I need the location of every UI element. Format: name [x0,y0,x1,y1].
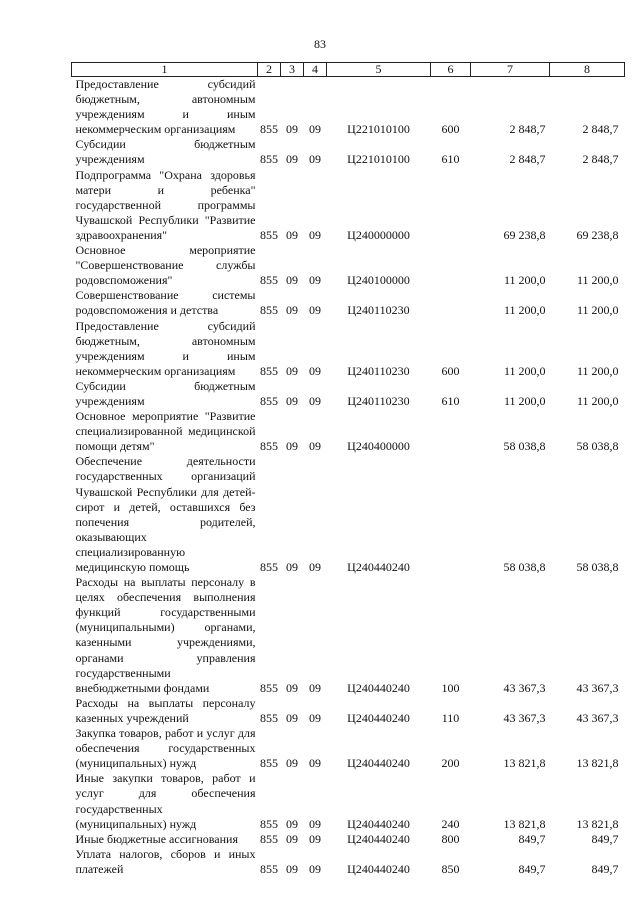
row-section-code: 09 [286,710,298,725]
table-row [72,696,625,726]
row-target-article: Ц240110230 [347,393,410,408]
table-row [72,137,625,167]
row-name: Иные бюджетные ассигнования [75,831,238,846]
row-target-article: Ц240440240 [347,680,410,695]
row-name: Расходы на выплаты персоналу казенных учреждений [75,695,256,725]
row-section-code: 09 [286,816,298,831]
row-amount-1: 11 200,0 [503,363,546,378]
row-section-code: 09 [286,831,298,846]
row-name: Обеспечение деятельности государственных организаций Чувашской Республики для детей-сирот и детей, оставшихся без попечения родителей, оказывающих специализированную медицинскую помощь [75,454,256,574]
row-amount-1: 13 821,8 [503,756,546,771]
header-col-3: 3 [281,63,304,77]
row-ministry-code: 855 [260,393,278,408]
row-subsection-code: 09 [309,710,321,725]
row-expense-type: 610 [441,393,460,408]
row-target-article: Ц240100000 [347,273,410,288]
row-ministry-code: 855 [260,816,278,831]
table-row [72,771,625,831]
header-col-6: 6 [431,63,471,77]
row-subsection-code: 09 [309,861,321,876]
row-amount-1: 69 238,8 [503,227,546,242]
row-amount-1: 849,7 [518,861,546,876]
row-target-article: Ц240110230 [347,363,410,378]
row-ministry-code: 855 [260,756,278,771]
row-ministry-code: 855 [260,439,278,454]
row-subsection-code: 09 [309,227,321,242]
row-target-article: Ц240000000 [347,227,410,242]
row-ministry-code: 855 [260,363,278,378]
table-row [72,77,625,138]
row-target-article: Ц240440240 [347,710,410,725]
row-target-article: Ц240440240 [347,831,410,846]
row-section-code: 09 [286,560,298,574]
row-ministry-code: 855 [260,152,278,167]
row-ministry-code: 855 [260,273,278,288]
row-subsection-code: 09 [309,273,321,288]
row-section-code: 09 [286,227,298,242]
header-row [72,63,625,77]
header-col-8: 8 [550,63,625,77]
row-target-article: Ц240440240 [347,861,410,876]
row-amount-2: 69 238,8 [576,227,619,242]
row-amount-2: 11 200,0 [576,393,619,408]
header-col-1: 1 [72,63,258,77]
row-target-article: Ц221010100 [347,122,410,137]
row-name: Уплата налогов, сборов и иных платежей [75,846,256,876]
page-number: 83 [314,37,326,51]
row-name: Субсидии бюджетным учреждениям [75,137,256,167]
row-amount-1: 2 848,7 [509,152,546,167]
row-expense-type: 850 [441,861,460,876]
row-section-code: 09 [286,363,298,378]
row-expense-type: 600 [441,122,460,137]
row-expense-type: 110 [441,710,460,725]
table-row [72,379,625,409]
row-target-article: Ц240440240 [347,756,410,771]
row-section-code: 09 [286,680,298,695]
table-row [72,575,625,696]
row-amount-2: 58 038,8 [576,439,619,454]
table-row [72,243,625,288]
row-expense-type: 610 [441,152,460,167]
row-expense-type [431,409,471,454]
row-ministry-code: 855 [260,680,278,695]
row-amount-2: 11 200,0 [576,303,619,318]
row-amount-2: 11 200,0 [576,363,619,378]
row-subsection-code: 09 [309,680,321,695]
row-name: Предоставление субсидий бюджетным, автономным учреждениям и иным некоммерческим организациям [75,318,256,378]
row-subsection-code: 09 [309,756,321,771]
row-amount-1: 58 038,8 [503,560,546,574]
row-ministry-code: 855 [260,831,278,846]
row-subsection-code: 09 [309,816,321,831]
row-name: Закупка товаров, работ и услуг для обеспечения государственных (муниципальных) нужд [75,726,256,771]
row-amount-1: 58 038,8 [503,439,546,454]
row-target-article: Ц240110230 [347,303,410,318]
row-amount-1: 11 200,0 [503,273,546,288]
row-name: Расходы на выплаты персоналу в целях обеспечения выполнения функций государственными (муниципальными) органами, казенными учреждениями, органами управления государственными внебюджетными фондами [75,575,256,695]
row-amount-1: 43 367,3 [503,680,546,695]
header-col-7: 7 [471,63,550,77]
row-amount-2: 43 367,3 [576,710,619,725]
row-name: Подпрограмма "Охрана здоровья матери и ребенка" государственной программы Чувашской Республики "Развитие здравоохранения" [75,167,256,242]
row-amount-2: 58 038,8 [576,560,619,574]
row-ministry-code: 855 [260,227,278,242]
row-section-code: 09 [286,152,298,167]
row-section-code: 09 [286,861,298,876]
row-amount-2: 43 367,3 [576,680,619,695]
row-expense-type: 100 [441,680,460,695]
row-ministry-code: 855 [260,303,278,318]
row-ministry-code: 855 [260,861,278,876]
row-section-code: 09 [286,303,298,318]
row-amount-1: 11 200,0 [503,303,546,318]
row-subsection-code: 09 [309,152,321,167]
row-target-article: Ц240400000 [347,439,410,454]
row-subsection-code: 09 [309,560,321,574]
row-amount-2: 11 200,0 [576,273,619,288]
row-subsection-code: 09 [309,831,321,846]
table-row [72,168,625,243]
row-subsection-code: 09 [309,363,321,378]
table-row [72,832,625,847]
row-target-article: Ц240440240 [347,560,410,574]
row-amount-1: 2 848,7 [509,122,546,137]
row-expense-type: 240 [441,816,460,831]
row-expense-type [431,168,471,243]
row-expense-type [431,288,471,318]
row-expense-type: 200 [441,756,460,771]
table-row [72,847,625,877]
row-target-article: Ц221010100 [347,152,410,167]
header-col-2: 2 [258,63,281,77]
row-expense-type [431,243,471,288]
row-section-code: 09 [286,273,298,288]
row-section-code: 09 [286,393,298,408]
row-ministry-code: 855 [260,560,278,574]
row-name: Основное мероприятие "Совершенствование службы родовспоможения" [75,243,256,288]
row-name: Совершенствование системы родовспоможения и детства [75,288,256,318]
row-name: Предоставление субсидий бюджетным, автономным учреждениям и иным некоммерческим организациям [75,77,256,137]
table-row [72,409,625,454]
table-row [72,454,625,575]
table-row [72,288,625,318]
row-name: Субсидии бюджетным учреждениям [75,378,256,408]
row-section-code: 09 [286,439,298,454]
row-subsection-code: 09 [309,439,321,454]
row-amount-1: 43 367,3 [503,710,546,725]
row-amount-2: 2 848,7 [582,152,619,167]
row-subsection-code: 09 [309,393,321,408]
row-name: Иные закупки товаров, работ и услуг для обеспечения государственных (муниципальных) нужд [75,771,256,831]
row-section-code: 09 [286,122,298,137]
row-target-article: Ц240440240 [347,816,410,831]
row-ministry-code: 855 [260,122,278,137]
row-expense-type: 600 [441,363,460,378]
row-expense-type: 800 [441,831,460,846]
row-section-code: 09 [286,756,298,771]
table-row [72,319,625,379]
row-amount-1: 849,7 [518,831,546,846]
header-col-5: 5 [327,63,431,77]
row-amount-2: 13 821,8 [576,756,619,771]
table-row [72,726,625,771]
row-amount-2: 849,7 [591,831,619,846]
row-ministry-code: 855 [260,710,278,725]
row-amount-2: 2 848,7 [582,122,619,137]
row-subsection-code: 09 [309,303,321,318]
row-name: Основное мероприятие "Развитие специализированной медицинской помощи детям" [75,409,256,454]
row-amount-1: 13 821,8 [503,816,546,831]
row-amount-2: 13 821,8 [576,816,619,831]
row-amount-2: 849,7 [591,861,619,876]
row-amount-1: 11 200,0 [503,393,546,408]
row-expense-type [431,454,471,575]
row-subsection-code: 09 [309,122,321,137]
budget-table [71,62,625,877]
header-col-4: 4 [304,63,327,77]
